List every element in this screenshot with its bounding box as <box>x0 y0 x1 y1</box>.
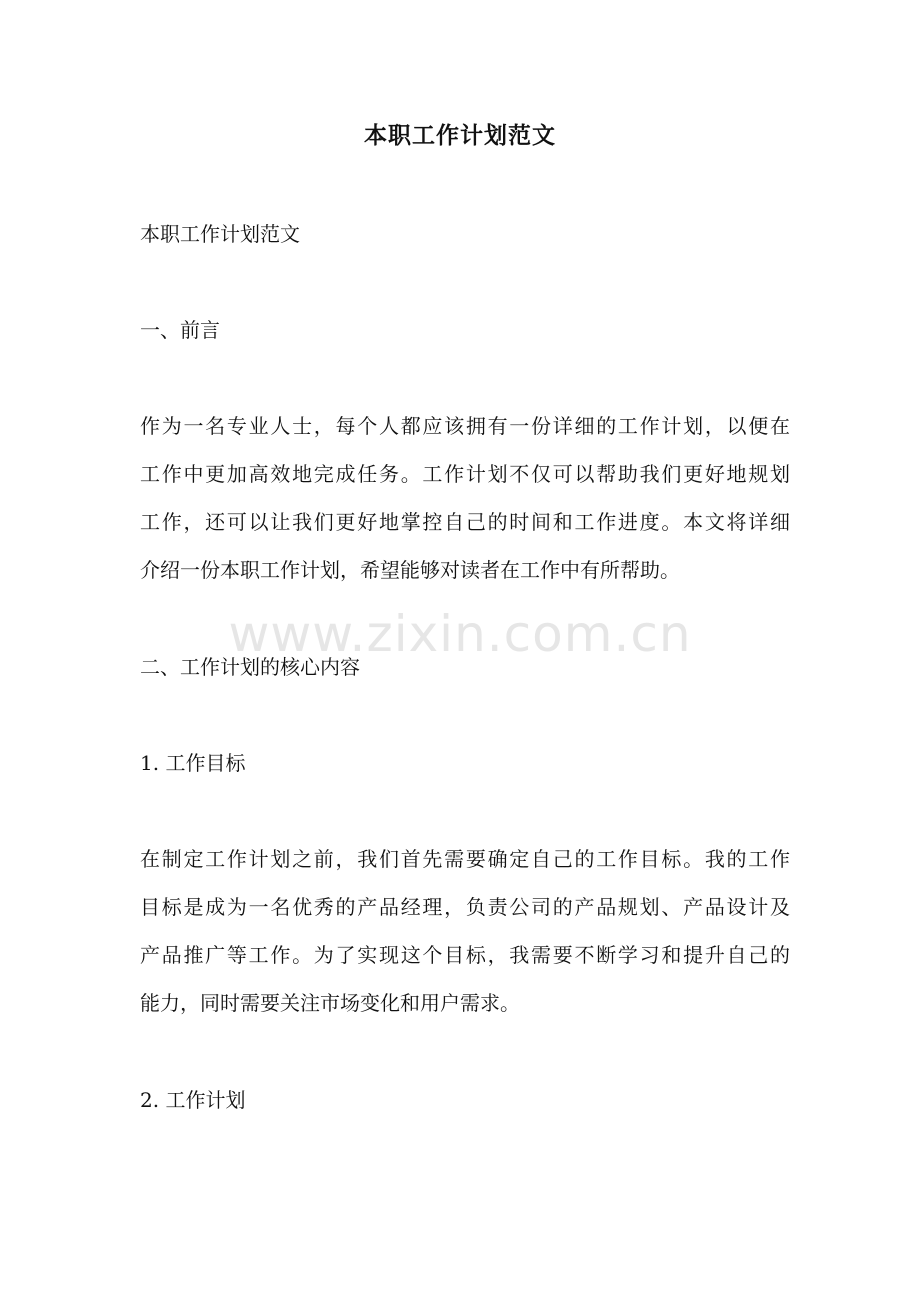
section-heading-preface: 一、前言 <box>140 318 220 342</box>
paragraph-line: 工作，还可以让我们更好地掌控自己的时间和工作进度。本文将详细 <box>140 510 790 534</box>
paragraph-line: 工作中更加高效地完成任务。工作计划不仅可以帮助我们更好地规划 <box>140 462 790 486</box>
subsection-heading-work-plan: 2. 工作计划 <box>140 1088 246 1112</box>
section-heading-core-content: 二、工作计划的核心内容 <box>140 655 360 679</box>
paragraph-line: 在制定工作计划之前，我们首先需要确定自己的工作目标。我的工作 <box>140 847 790 871</box>
work-goal-paragraph <box>140 842 790 1034</box>
paragraph-line: 能力，同时需要关注市场变化和用户需求。 <box>140 991 520 1015</box>
paragraph-line: 介绍一份本职工作计划，希望能够对读者在工作中有所帮助。 <box>140 558 680 582</box>
paragraph-line: 产品推广等工作。为了实现这个目标，我需要不断学习和提升自己的 <box>140 943 790 967</box>
document-title: 本职工作计划范文 <box>364 122 556 149</box>
paragraph-line: 作为一名专业人士，每个人都应该拥有一份详细的工作计划，以便在 <box>140 414 790 438</box>
watermark: www.zixin.com.cn <box>228 605 692 663</box>
paragraph-line: 目标是成为一名优秀的产品经理，负责公司的产品规划、产品设计及 <box>140 895 790 919</box>
preface-paragraph <box>140 409 790 601</box>
document-subtitle: 本职工作计划范文 <box>140 222 300 246</box>
subsection-heading-work-goal: 1. 工作目标 <box>140 751 246 775</box>
